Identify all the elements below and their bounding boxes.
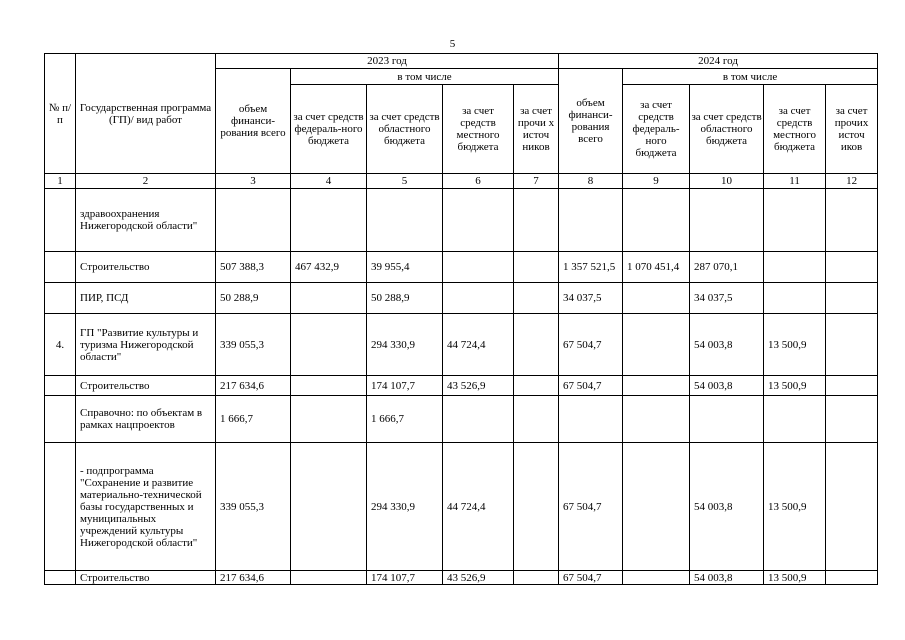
cell-regional-2024 — [690, 189, 764, 252]
header-year-2024: 2024 год — [559, 54, 878, 69]
header-other-2023: за счет прочи х источ ников — [514, 85, 559, 174]
cell-local-2023 — [443, 189, 514, 252]
cell-federal-2024 — [623, 443, 690, 571]
header-row-years — [45, 54, 878, 69]
cell-other-2024 — [826, 443, 878, 571]
cell-local-2023 — [443, 252, 514, 283]
header-num: № п/ п — [45, 54, 76, 174]
cell-federal-2024 — [623, 314, 690, 376]
cell-other-2023 — [514, 396, 559, 443]
cell-local-2024 — [764, 189, 826, 252]
cell-other-2023 — [514, 252, 559, 283]
cell-other-2023 — [514, 443, 559, 571]
cell-regional-2023: 1 666,7 — [367, 396, 443, 443]
header-federal-2023: за счет средств федераль-ного бюджета — [291, 85, 367, 174]
row-name: здравоохранения Нижегородской области" — [76, 189, 216, 252]
cell-total-2024 — [559, 396, 623, 443]
cell-other-2023 — [514, 189, 559, 252]
cell-regional-2023: 50 288,9 — [367, 283, 443, 314]
cell-total-2024: 67 504,7 — [559, 571, 623, 585]
cell-other-2024 — [826, 571, 878, 585]
col-index: 3 — [216, 174, 291, 189]
table-row — [45, 283, 878, 314]
cell-local-2023 — [443, 283, 514, 314]
cell-federal-2023 — [291, 396, 367, 443]
row-number — [45, 283, 76, 314]
cell-other-2024 — [826, 314, 878, 376]
cell-total-2024: 67 504,7 — [559, 314, 623, 376]
cell-total-2023: 339 055,3 — [216, 314, 291, 376]
row-name: - подпрограмма "Сохранение и развитие материально-технической базы государственных и муниципальных учреждений культуры Нижегородской области" — [76, 443, 216, 571]
col-index: 12 — [826, 174, 878, 189]
cell-local-2024: 13 500,9 — [764, 376, 826, 396]
cell-local-2023 — [443, 396, 514, 443]
row-name: ГП "Развитие культуры и туризма Нижегородской области" — [76, 314, 216, 376]
cell-regional-2023: 39 955,4 — [367, 252, 443, 283]
cell-local-2024: 13 500,9 — [764, 571, 826, 585]
cell-federal-2024 — [623, 571, 690, 585]
col-index: 8 — [559, 174, 623, 189]
cell-local-2023: 44 724,4 — [443, 314, 514, 376]
table-row — [45, 189, 878, 252]
cell-federal-2023 — [291, 283, 367, 314]
cell-total-2023: 50 288,9 — [216, 283, 291, 314]
cell-federal-2023 — [291, 443, 367, 571]
cell-regional-2024: 54 003,8 — [690, 314, 764, 376]
cell-local-2024 — [764, 252, 826, 283]
row-number — [45, 252, 76, 283]
header-program: Государственная программа (ГП)/ вид работ — [76, 54, 216, 174]
cell-total-2023: 1 666,7 — [216, 396, 291, 443]
cell-regional-2024 — [690, 396, 764, 443]
col-index: 11 — [764, 174, 826, 189]
cell-total-2023 — [216, 189, 291, 252]
row-number — [45, 571, 76, 585]
cell-regional-2023: 294 330,9 — [367, 314, 443, 376]
cell-local-2024 — [764, 396, 826, 443]
row-number — [45, 189, 76, 252]
cell-regional-2023 — [367, 189, 443, 252]
cell-total-2024: 67 504,7 — [559, 376, 623, 396]
cell-federal-2023 — [291, 189, 367, 252]
table-row — [45, 396, 878, 443]
column-index-row — [45, 174, 878, 189]
table-row — [45, 571, 878, 585]
row-number — [45, 376, 76, 396]
col-index: 7 — [514, 174, 559, 189]
table-row — [45, 376, 878, 396]
cell-federal-2024 — [623, 189, 690, 252]
cell-regional-2024: 34 037,5 — [690, 283, 764, 314]
row-number — [45, 396, 76, 443]
header-federal-2024: за счет средств федераль-ного бюджета — [623, 85, 690, 174]
col-index: 5 — [367, 174, 443, 189]
row-number — [45, 443, 76, 571]
col-index: 6 — [443, 174, 514, 189]
cell-regional-2023: 174 107,7 — [367, 571, 443, 585]
cell-total-2024: 1 357 521,5 — [559, 252, 623, 283]
cell-total-2023: 507 388,3 — [216, 252, 291, 283]
cell-local-2024: 13 500,9 — [764, 314, 826, 376]
header-regional-2023: за счет средств областного бюджета — [367, 85, 443, 174]
cell-local-2023: 43 526,9 — [443, 571, 514, 585]
cell-other-2024 — [826, 283, 878, 314]
cell-total-2024 — [559, 189, 623, 252]
header-including-2024: в том числе — [623, 69, 878, 85]
cell-other-2023 — [514, 314, 559, 376]
cell-local-2024 — [764, 283, 826, 314]
cell-federal-2024 — [623, 283, 690, 314]
header-local-2023: за счет средств местного бюджета — [443, 85, 514, 174]
cell-federal-2023: 467 432,9 — [291, 252, 367, 283]
cell-federal-2023 — [291, 314, 367, 376]
col-index: 9 — [623, 174, 690, 189]
page-number: 5 — [449, 38, 456, 50]
cell-total-2024: 34 037,5 — [559, 283, 623, 314]
table-row — [45, 314, 878, 376]
row-name: ПИР, ПСД — [76, 283, 216, 314]
col-index: 1 — [45, 174, 76, 189]
cell-regional-2024: 287 070,1 — [690, 252, 764, 283]
cell-federal-2024 — [623, 396, 690, 443]
cell-other-2023 — [514, 376, 559, 396]
header-year-2023: 2023 год — [216, 54, 559, 69]
cell-federal-2024 — [623, 376, 690, 396]
cell-other-2024 — [826, 252, 878, 283]
financing-table — [44, 53, 878, 585]
table-row — [45, 443, 878, 571]
cell-local-2024: 13 500,9 — [764, 443, 826, 571]
header-regional-2024: за счет средств областного бюджета — [690, 85, 764, 174]
header-including-2023: в том числе — [291, 69, 559, 85]
cell-local-2023: 43 526,9 — [443, 376, 514, 396]
cell-other-2023 — [514, 571, 559, 585]
col-index: 2 — [76, 174, 216, 189]
cell-regional-2024: 54 003,8 — [690, 571, 764, 585]
cell-regional-2024: 54 003,8 — [690, 443, 764, 571]
col-index: 10 — [690, 174, 764, 189]
header-local-2024: за счет средств местного бюджета — [764, 85, 826, 174]
cell-regional-2023: 174 107,7 — [367, 376, 443, 396]
cell-total-2023: 339 055,3 — [216, 443, 291, 571]
col-index: 4 — [291, 174, 367, 189]
cell-federal-2024: 1 070 451,4 — [623, 252, 690, 283]
cell-federal-2023 — [291, 571, 367, 585]
cell-total-2024: 67 504,7 — [559, 443, 623, 571]
row-name: Справочно: по объектам в рамках нацпроектов — [76, 396, 216, 443]
cell-other-2024 — [826, 396, 878, 443]
header-total-2023: объем финанси-рования всего — [216, 69, 291, 174]
cell-other-2024 — [826, 376, 878, 396]
cell-federal-2023 — [291, 376, 367, 396]
table-row — [45, 252, 878, 283]
cell-other-2023 — [514, 283, 559, 314]
cell-local-2023: 44 724,4 — [443, 443, 514, 571]
cell-other-2024 — [826, 189, 878, 252]
cell-regional-2024: 54 003,8 — [690, 376, 764, 396]
row-name: Строительство — [76, 571, 216, 585]
row-name: Строительство — [76, 252, 216, 283]
header-other-2024: за счет прочих источ иков — [826, 85, 878, 174]
row-number: 4. — [45, 314, 76, 376]
row-name: Строительство — [76, 376, 216, 396]
cell-regional-2023: 294 330,9 — [367, 443, 443, 571]
cell-total-2023: 217 634,6 — [216, 571, 291, 585]
cell-total-2023: 217 634,6 — [216, 376, 291, 396]
header-total-2024: объем финанси-рования всего — [559, 69, 623, 174]
